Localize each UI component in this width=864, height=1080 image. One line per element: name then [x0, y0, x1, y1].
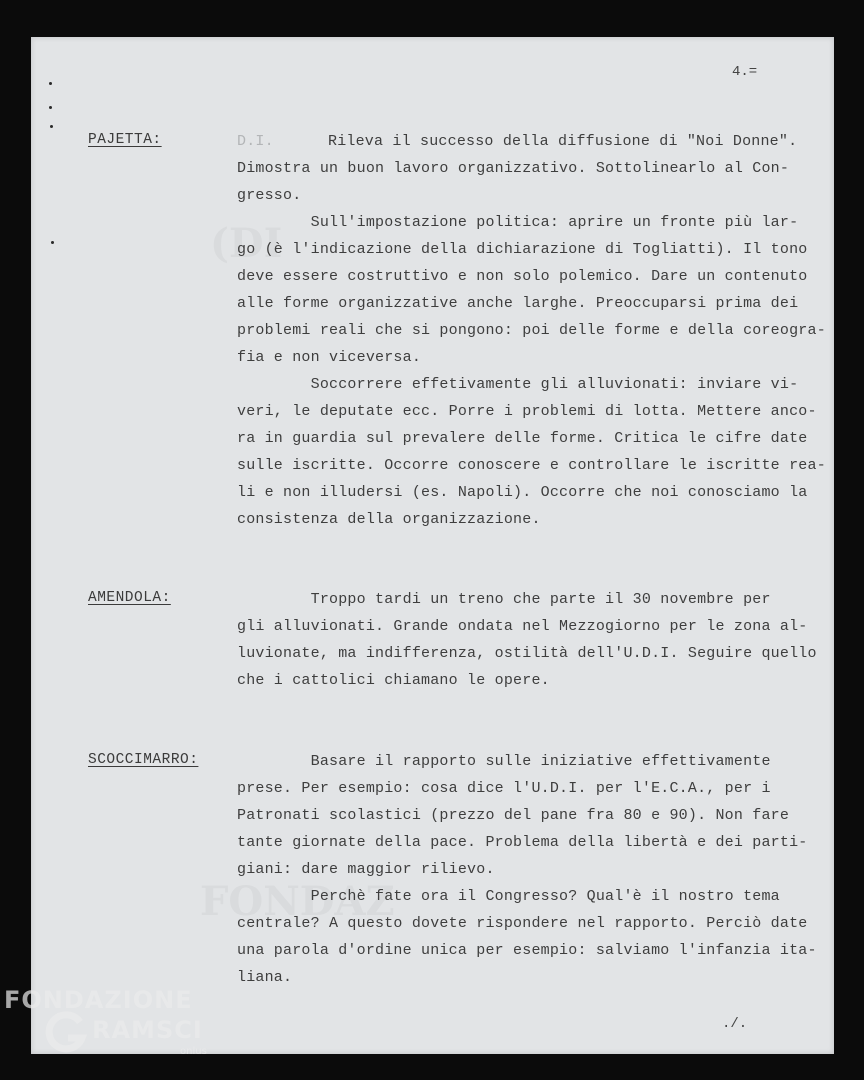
paragraph-line: Soccorrere effetivamente gli alluvionati: inviare vi- [237, 376, 799, 393]
paragraph-line: una parola d'ordine unica per esempio: salviamo l'infanzia ita- [237, 942, 817, 959]
paragraph-line: liana. [237, 969, 293, 986]
speaker-label-amendola: AMENDOLA: [88, 590, 171, 606]
watermark-line2: RAMSCI [92, 1016, 203, 1044]
speaker-label-pajetta: PAJETTA: [88, 132, 162, 148]
paragraph-line: deve essere costruttivo e non solo polemico. Dare un contenuto [237, 268, 808, 285]
paragraph-line: gli alluvionati. Grande ondata nel Mezzogiorno per le zona al- [237, 618, 808, 635]
margin-dot [50, 125, 53, 128]
paragraph-line: consistenza della organizzazione. [237, 511, 541, 528]
paragraph-line: Perchè fate ora il Congresso? Qual'è il nostro tema [237, 888, 780, 905]
paragraph-line: Patronati scolastici (prezzo del pane fra 80 e 90). Non fare [237, 807, 790, 824]
paragraph-line: Dimostra un buon lavoro organizzativo. Sottolinearlo al Con- [237, 160, 790, 177]
paragraph-line: gresso. [237, 187, 302, 204]
speaker-label-scoccimarro: SCOCCIMARRO: [88, 752, 199, 768]
paragraph-line: fia e non viceversa. [237, 349, 422, 366]
fondazione-gramsci-watermark [4, 986, 224, 1066]
margin-dot [49, 106, 52, 109]
bleed-through-mark: (DI [210, 220, 283, 267]
margin-dot [49, 82, 52, 85]
paragraph-line: sulle iscritte. Occorre conoscere e controllare le iscritte rea- [237, 457, 826, 474]
paragraph-line: che i cattolici chiamano le opere. [237, 672, 550, 689]
gramsci-g-logo-icon [44, 1010, 88, 1054]
paragraph-line: Troppo tardi un treno che parte il 30 novembre per [237, 591, 771, 608]
paragraph-line: giani: dare maggior rilievo. [237, 861, 495, 878]
paragraph-line: veri, le deputate ecc. Porre i problemi di lotta. Mettere anco- [237, 403, 817, 420]
paragraph-line: go (è l'indicazione della dichiarazione di Togliatti). Il tono [237, 241, 808, 258]
paragraph-line: centrale? A questo dovete rispondere nel rapporto. Perciò date [237, 915, 808, 932]
paragraph-line: luvionate, ma indifferenza, ostilità dell'U.D.I. Seguire quello [237, 645, 817, 662]
paragraph-line: prese. Per esempio: cosa dice l'U.D.I. per l'E.C.A., per i [237, 780, 771, 797]
margin-dot [51, 241, 54, 244]
paragraph-line: Rileva il successo della diffusione di "Noi Donne". [328, 133, 798, 150]
paragraph-line: li e non illudersi (es. Napoli). Occorre che noi conosciamo la [237, 484, 808, 501]
page-number: 4.= [732, 64, 758, 80]
paragraph-line: tante giornate della pace. Problema della libertà e dei parti- [237, 834, 808, 851]
paragraph-line: ra in guardia sul prevalere delle forme. Critica le cifre date [237, 430, 808, 447]
paragraph-line: Basare il rapporto sulle iniziative effettivamente [237, 753, 771, 770]
paragraph-line: alle forme organizzative anche larghe. Preoccuparsi prima dei [237, 295, 799, 312]
speaker-initials: D.I. [237, 133, 274, 150]
watermark-line3: onlus [180, 1046, 207, 1057]
continuation-mark: ./. [722, 1016, 748, 1032]
bleed-through-mark: FONDAZ [200, 878, 395, 925]
paragraph-line: Sull'impostazione politica: aprire un fronte più lar- [237, 214, 799, 231]
watermark-line1: FONDAZIONE [4, 986, 193, 1014]
paragraph-line: problemi reali che si pongono: poi delle forme e della coreogra- [237, 322, 826, 339]
